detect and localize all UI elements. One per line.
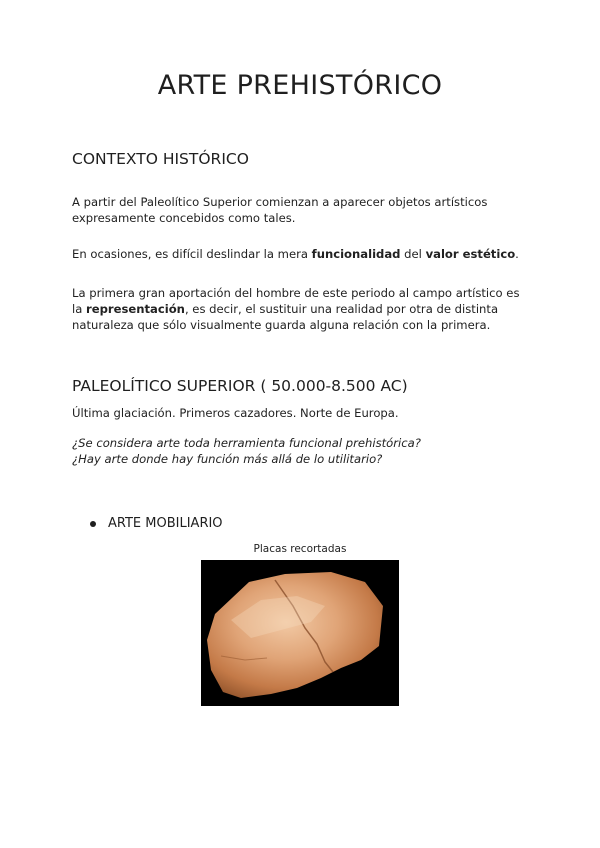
question-1: ¿Se considera arte toda herramienta funcional prehistórica? — [72, 436, 421, 450]
stone-shape — [207, 572, 383, 698]
bold-funcionalidad: funcionalidad — [311, 247, 401, 261]
stone-plaque-illustration — [201, 560, 399, 706]
paragraph-funcionalidad: En ocasiones, es difícil deslindar la mera funcionalidad del valor estético. — [72, 247, 519, 261]
bullet-arte-mobiliario — [90, 516, 223, 531]
bold-valor-estetico: valor estético — [425, 247, 516, 261]
paragraph-representacion: La primera gran aportación del hombre de este periodo al campo artístico es la representación, es decir, el sustituir una realidad por otra de distinta naturaleza que sólo visualmente guarda alguna relación con la primera. — [72, 286, 520, 332]
paragraph-glaciacion: Última glaciación. Primeros cazadores. Norte de Europa. — [72, 406, 399, 420]
bullet-label: ARTE MOBILIARIO — [108, 516, 223, 531]
section-heading-paleolitico: PALEOLÍTICO SUPERIOR ( 50.000-8.500 AC) — [72, 377, 408, 395]
bullet-dot-icon — [90, 521, 96, 527]
paragraph-intro: A partir del Paleolítico Superior comienzan a aparecer objetos artísticos expresamente concebidos como tales. — [72, 195, 488, 225]
question-2: ¿Hay arte donde hay función más allá de lo utilitario? — [72, 452, 383, 466]
stone-plaque-image — [201, 560, 399, 706]
section-heading-contexto: CONTEXTO HISTÓRICO — [72, 150, 249, 168]
bold-representacion: representación — [86, 302, 185, 316]
image-caption: Placas recortadas — [253, 543, 347, 555]
page-title: ARTE PREHISTÓRICO — [157, 70, 443, 101]
